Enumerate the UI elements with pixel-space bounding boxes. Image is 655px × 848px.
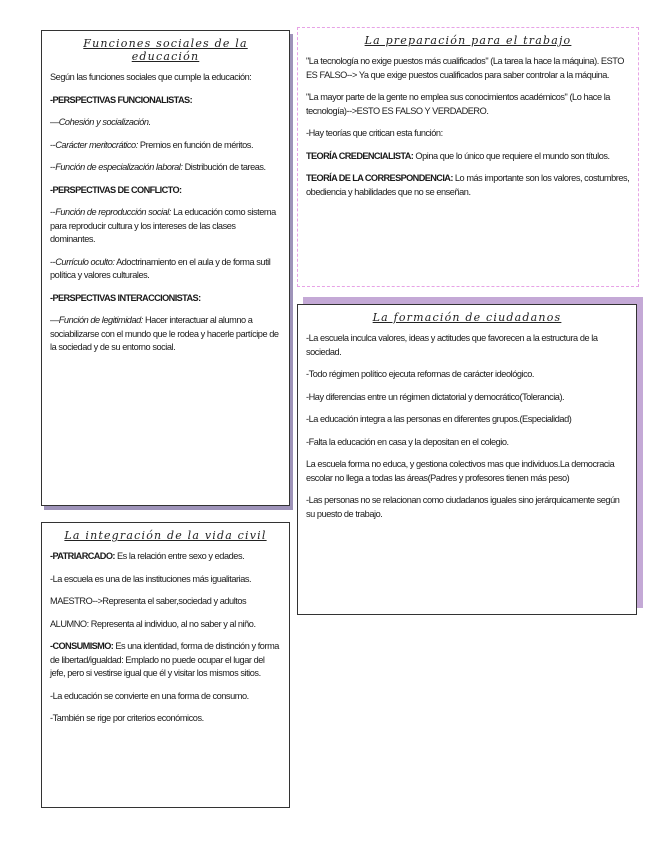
preparacion-p2: "La mayor parte de la gente no emplea sus conocimientos académicos" (Lo hace la tecnología)-->ESTO ES FALSO Y VERDADERO. — [306, 92, 610, 116]
consumismo-item: -CONSUMISMO: Es una identidad, forma de distinción y forma de libertad/igualdad: Emplado no puede ocupar el lugar del jefe, pero si vestirse igual que él y visitar los mismos sitios. — [50, 641, 279, 678]
reproduccion-item: --Función de reproducción social: La educación como sistema para reproducir cultura y los intereses de las clases dominantes. — [50, 207, 276, 244]
funciones-intro: Según las funciones sociales que cumple la educación: — [50, 72, 252, 82]
formacion-p5: -Falta la educación en casa y la depositan en el colegio. — [306, 436, 509, 447]
funciones-sociales-box — [41, 30, 290, 506]
preparacion-p1: "La tecnología no exige puestos más cualificados" (La tarea la hace la máquina). ESTO ES FALSO--> Ya que exige puestos cualificados para saber controlar a la máquina. — [306, 56, 624, 80]
vida-p2: -La escuela es una de las instituciones más igualitarias. — [50, 573, 252, 584]
preparacion-title: La preparación para el trabajo — [364, 34, 572, 47]
curriculo-item: --Currículo oculto: Adoctrinamiento en el aula y de forma sutil política y valores culturales. — [50, 256, 271, 280]
meritocratico-item: --Carácter meritocrático: Premios en función de méritos. — [50, 139, 254, 150]
vida-p6: -La educación se convierte en una forma de consumo. — [50, 690, 249, 701]
interaccionistas-heading: -PERSPECTIVAS INTERACCIONISTAS: — [50, 292, 201, 303]
conflicto-heading: -PERSPECTIVAS DE CONFLICTO: — [50, 184, 182, 195]
formacion-p1: -La escuela inculca valores, ideas y actitudes que favorecen a la estructura de la sociedad. — [306, 333, 598, 357]
vida-title: La integración de la vida civil — [64, 529, 267, 542]
vida-p4: ALUMNO: Representa al individuo, al no saber y al niño. — [50, 618, 256, 629]
funcionalistas-heading: -PERSPECTIVAS FUNCIONALISTAS: — [50, 94, 193, 105]
formacion-p4: -La educación integra a las personas en diferentes grupos.(Especialidad) — [306, 414, 572, 424]
formacion-p2: -Todo régimen político ejecuta reformas de carácter ideológico. — [306, 369, 535, 379]
vida-p7: -También se rige por criterios económicos. — [50, 713, 204, 723]
formacion-p3: -Hay diferencias entre un régimen dictatorial y democrático(Tolerancia). — [306, 391, 565, 402]
formacion-p7: -Las personas no se relacionan como ciudadanos iguales sino jerárquicamente según su puesto de trabajo. — [306, 495, 620, 519]
preparacion-trabajo-box — [297, 27, 639, 287]
patriarcado-item: -PATRIARCADO: Es la relación entre sexo y edades. — [50, 551, 245, 561]
formacion-title: La formación de ciudadanos — [372, 311, 562, 324]
laboral-item: --Función de especialización laboral: Distribución de tareas. — [50, 162, 266, 172]
credencialista-item: TEORÍA CREDENCIALISTA: Opina que lo único que requiere el mundo son títulos. — [306, 150, 610, 161]
correspondencia-item: TEORÍA DE LA CORRESPONDENCIA: Lo más importante son los valores, costumbres, obediencia y habilidades que no se enseñan. — [306, 173, 630, 197]
funciones-title: Funciones sociales de la educación — [83, 37, 248, 63]
formacion-p6: La escuela forma no educa, y gestiona colectivos mas que individuos.La democracia escolar no llega a todas las áreas(Padres y profesores tienen más peso) — [306, 459, 615, 483]
preparacion-p3: -Hay teorías que critican esta función: — [306, 128, 443, 138]
vida-p3: MAESTRO-->Representa el saber,sociedad y adultos — [50, 596, 247, 606]
formacion-ciudadanos-box — [297, 304, 637, 615]
legitimidad-item: —Función de legitimidad: Hacer interactuar al alumno a sociabilizarse con el mundo que le rodea y hacerle partícipe de la sociedad y de su entorno social. — [50, 315, 279, 352]
vida-civil-box — [41, 522, 290, 808]
cohesion-item: —Cohesión y socialización. — [50, 117, 151, 127]
